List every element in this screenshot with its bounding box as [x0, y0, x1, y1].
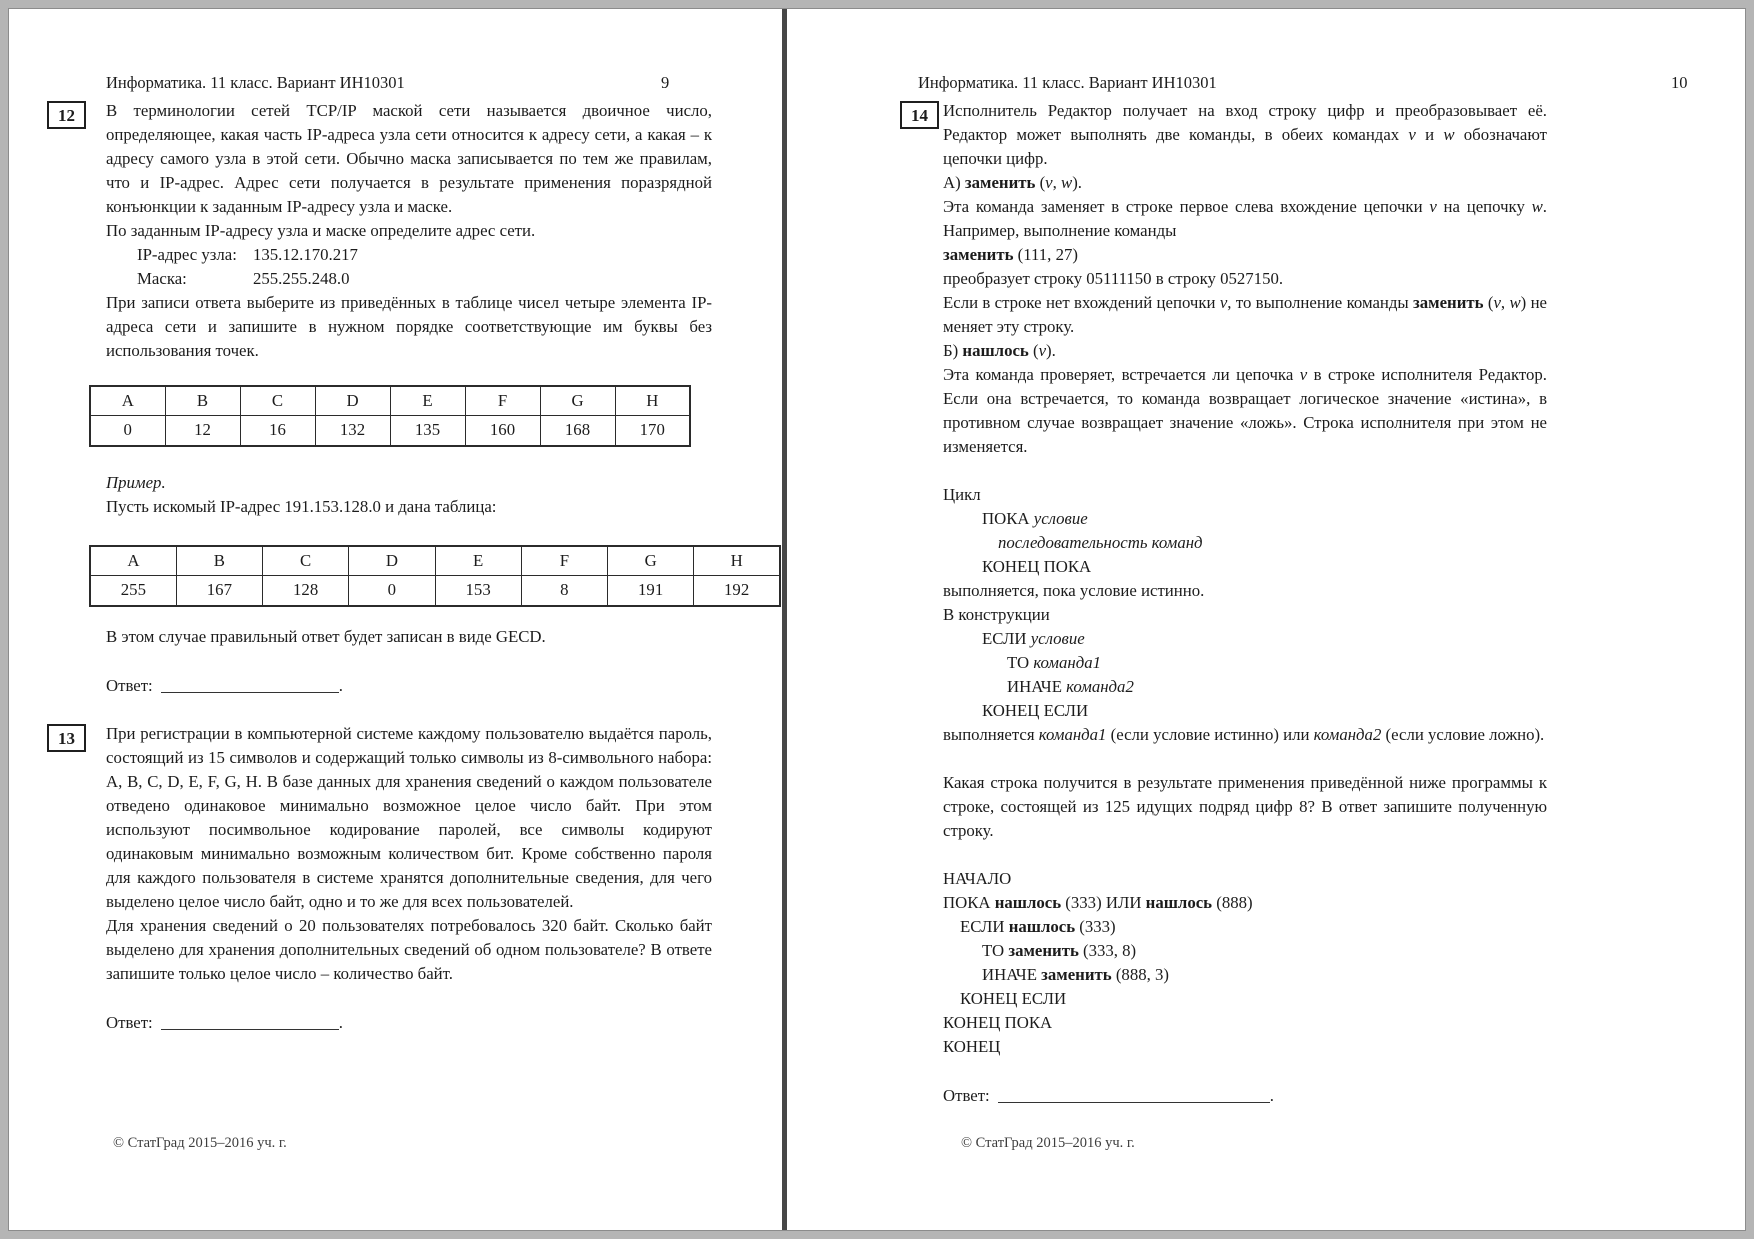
- q12-mask-row: [106, 267, 712, 291]
- page-number: 10: [1671, 73, 1688, 92]
- table-value-cell: 255: [90, 575, 176, 606]
- ip-value: 135.12.170.217: [253, 245, 358, 264]
- answer-period: .: [338, 676, 343, 695]
- table-value-row: [90, 575, 780, 606]
- table-header-cell: B: [165, 386, 240, 415]
- question-13-body: [106, 722, 712, 1035]
- table-value-cell: 135: [390, 415, 465, 446]
- q13-answer-row: [106, 1010, 712, 1035]
- q12-options-table: [89, 385, 691, 447]
- q14-example-command: заменить (111, 27): [943, 245, 1078, 264]
- loop-line: ИНАЧЕ команда2: [1007, 677, 1134, 696]
- table-value-cell: 0: [90, 415, 165, 446]
- q12-intro-paragraph: В терминологии сетей TCP/IP маской сети называется двоичное число, определяющее, какая часть IP-адреса узла сети относится к адресу сети, а какая – к адресу самого узла в этой сети. Обычно маска записывается по тем же правилам, что и IP-адрес. Адрес сети получается в результате применения поразрядной конъюнкции к заданным IP-адресу узла и маске.: [106, 101, 712, 216]
- page-footer: © СтатГрад 2015–2016 уч. г.: [113, 1135, 287, 1151]
- table-header-row: [90, 386, 690, 415]
- loop-line: Цикл: [943, 485, 981, 504]
- table-value-cell: 167: [176, 575, 262, 606]
- table-header-cell: E: [435, 546, 521, 575]
- running-head: [918, 73, 1217, 93]
- loop-line: последовательность команд: [998, 533, 1203, 552]
- table-header-cell: H: [694, 546, 780, 575]
- program-line: КОНЕЦ ПОКА: [943, 1013, 1053, 1032]
- program-line: КОНЕЦ: [943, 1037, 1001, 1056]
- q14-example-result: преобразует строку 05111150 в строку 0527150.: [943, 269, 1284, 288]
- table-header-cell: D: [315, 386, 390, 415]
- answer-label: Ответ:: [943, 1086, 990, 1105]
- table-value-cell: 192: [694, 575, 780, 606]
- q14-intro-paragraph: Исполнитель Редактор получает на вход строку цифр и преобразовывает её. Редактор может выполнять две команды, в обеих командах v и w обозначают цепочки цифр.: [943, 101, 1548, 168]
- table-value-cell: 168: [540, 415, 615, 446]
- table-value-cell: 153: [435, 575, 521, 606]
- table-header-cell: C: [263, 546, 349, 575]
- program-line: ЕСЛИ нашлось (333): [960, 917, 1116, 936]
- table-value-cell: 170: [615, 415, 690, 446]
- q14-program-listing: [943, 867, 1547, 1059]
- table-value-cell: 132: [315, 415, 390, 446]
- q14-command-b-description: Эта команда проверяет, встречается ли цепочка v в строке исполнителя Редактор. Если она встречается, то команда возвращает логическое значение «истина», в противном случае возвращает значение «ложь». Строка исполнителя при этом не изменяется.: [943, 365, 1547, 456]
- question-14: [787, 99, 1745, 1108]
- q14-no-occurrence-note: Если в строке нет вхождений цепочки v, то выполнение команды заменить (v, w) не меняет эту строку.: [943, 293, 1547, 336]
- table-header-cell: E: [390, 386, 465, 415]
- running-head: [106, 73, 405, 93]
- table-header-cell: B: [176, 546, 262, 575]
- loop-line: КОНЕЦ ПОКА: [982, 557, 1092, 576]
- loop-line: ПОКА условие: [982, 509, 1088, 528]
- table-header-cell: A: [90, 386, 165, 415]
- q12-answer-row: [106, 673, 712, 698]
- loop-line: ЕСЛИ условие: [982, 629, 1085, 648]
- page-footer: © СтатГрад 2015–2016 уч. г.: [961, 1135, 1135, 1151]
- table-value-cell: 0: [349, 575, 435, 606]
- header-title: Информатика. 11 класс. Вариант ИН10301: [918, 73, 1217, 92]
- q14-task-paragraph: Какая строка получится в результате применения приведённой ниже программы к строке, состоящей из 125 идущих подряд цифр 8? В ответ запишите полученную строку.: [943, 773, 1547, 840]
- question-14-body: [943, 99, 1547, 1108]
- page-content: [9, 99, 782, 1035]
- table-value-cell: 16: [240, 415, 315, 446]
- table-header-cell: G: [540, 386, 615, 415]
- q12-example-result: В этом случае правильный ответ будет записан в виде GECD.: [106, 627, 546, 646]
- page-9: [9, 9, 782, 1230]
- table-value-cell: 12: [165, 415, 240, 446]
- loop-line: В конструкции: [943, 605, 1050, 624]
- question-12-body: [106, 99, 750, 698]
- document-sheet: [8, 8, 1746, 1231]
- table-header-row: [90, 546, 780, 575]
- q14-answer-row: [943, 1083, 1547, 1108]
- program-line: КОНЕЦ ЕСЛИ: [960, 989, 1067, 1008]
- mask-value: 255.255.248.0: [253, 269, 350, 288]
- table-value-cell: 160: [465, 415, 540, 446]
- q14-construct-explanation: выполняется команда1 (если условие истинно) или команда2 (если условие ложно).: [943, 725, 1545, 744]
- q12-example-text: Пусть искомый IP-адрес 191.153.128.0 и дана таблица:: [106, 497, 497, 516]
- table-header-cell: F: [521, 546, 607, 575]
- q12-task-line: По заданным IP-адресу узла и маске определите адрес сети.: [106, 221, 536, 240]
- loop-line: ТО команда1: [1007, 653, 1102, 672]
- table-value-cell: 8: [521, 575, 607, 606]
- question-14-number-box: 14: [900, 101, 939, 129]
- mask-label: Маска:: [137, 269, 187, 288]
- page-10: [787, 9, 1745, 1230]
- table-value-cell: 128: [263, 575, 349, 606]
- program-line: ИНАЧЕ заменить (888, 3): [982, 965, 1169, 984]
- q12-example-label: Пример.: [106, 473, 166, 492]
- q14-loop-construct: [943, 483, 1547, 747]
- q12-instruction-paragraph: При записи ответа выберите из приведённых в таблице чисел четыре элемента IP-адреса сети и запишите в нужном порядке соответствующие им буквы без использования точек.: [106, 293, 712, 360]
- question-13: [9, 722, 782, 1035]
- question-12-number-box: 12: [47, 101, 86, 129]
- answer-blank: [998, 1087, 1270, 1103]
- answer-label: Ответ:: [106, 676, 153, 695]
- program-line: НАЧАЛО: [943, 869, 1012, 888]
- q13-intro-paragraph: При регистрации в компьютерной системе каждому пользователю выдаётся пароль, состоящий из 15 символов и содержащий только символы из 8-символьного набора: A, B, C, D, E, F, G, H. В базе данных для хранения сведений о каждом пользователе отведено одинаковое минимально возможное целое число байт. При этом используют посимвольное кодирование паролей, все символы кодируют одинаковым минимально возможным количеством бит. Кроме собственно пароля для каждого пользователя в системе хранятся дополнительные сведения, для чего выделено целое число байт, одно и то же для всех пользователей.: [106, 724, 712, 911]
- answer-period: .: [1269, 1086, 1274, 1105]
- table-value-cell: 191: [608, 575, 694, 606]
- q14-command-a-description: Эта команда заменяет в строке первое слева вхождение цепочки v на цепочку w. Например, выполнение команды: [943, 197, 1547, 240]
- table-value-row: [90, 415, 690, 446]
- q13-task-paragraph: Для хранения сведений о 20 пользователях потребовалось 320 байт. Сколько байт выделено для хранения дополнительных сведений об одном пользователе? В ответе запишите только целое число – количество байт.: [106, 916, 712, 983]
- ip-label: IP-адрес узла:: [137, 245, 237, 264]
- loop-line: выполняется, пока условие истинно.: [943, 581, 1205, 600]
- page-number: 9: [661, 73, 670, 92]
- table-header-cell: D: [349, 546, 435, 575]
- loop-line: КОНЕЦ ЕСЛИ: [982, 701, 1089, 720]
- table-header-cell: H: [615, 386, 690, 415]
- q14-command-a: А) заменить (v, w).: [943, 173, 1083, 192]
- answer-blank: [161, 1014, 339, 1030]
- page-content: [787, 99, 1745, 1108]
- header-title: Информатика. 11 класс. Вариант ИН10301: [106, 73, 405, 92]
- answer-period: .: [338, 1013, 343, 1032]
- program-line: ТО заменить (333, 8): [982, 941, 1137, 960]
- question-12: [9, 99, 782, 698]
- question-13-number-box: 13: [47, 724, 86, 752]
- table-header-cell: G: [608, 546, 694, 575]
- q12-example-table: [89, 545, 781, 607]
- q14-command-b: Б) нашлось (v).: [943, 341, 1056, 360]
- answer-label: Ответ:: [106, 1013, 153, 1032]
- program-line: ПОКА нашлось (333) ИЛИ нашлось (888): [943, 893, 1253, 912]
- table-header-cell: A: [90, 546, 176, 575]
- table-header-cell: C: [240, 386, 315, 415]
- answer-blank: [161, 677, 339, 693]
- q12-ip-row: [106, 243, 712, 267]
- table-header-cell: F: [465, 386, 540, 415]
